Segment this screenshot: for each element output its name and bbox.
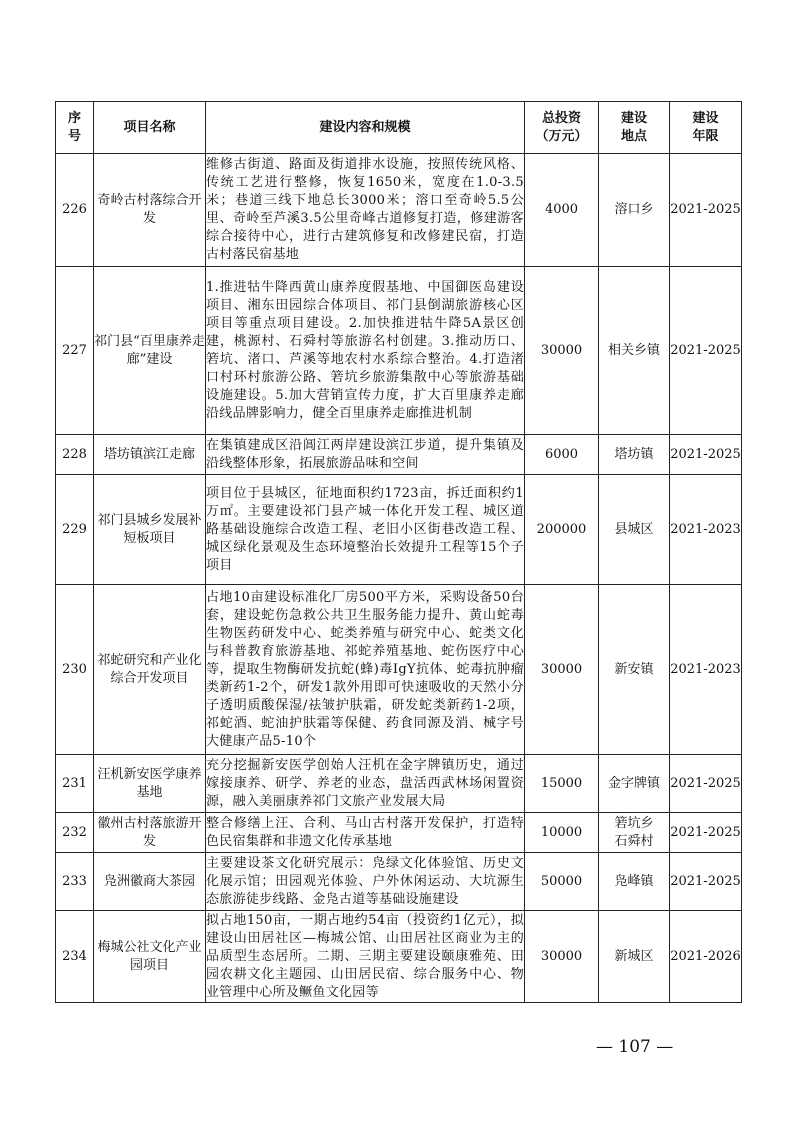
row-location: 箬坑乡 石舜村 [599,813,670,853]
row-no: 226 [56,154,94,267]
header-name: 项目名称 [94,102,206,154]
row-project-name: 塔坊镇滨江走廊 [94,435,206,475]
header-content: 建设内容和规模 [206,102,525,154]
table-row [56,154,742,267]
row-no: 230 [56,585,94,755]
header-period: 建设 年限 [670,102,742,154]
row-investment: 30000 [525,267,599,435]
row-no: 227 [56,267,94,435]
row-location: 新安镇 [599,585,670,755]
row-investment: 30000 [525,911,599,1003]
row-period: 2021-2025 [670,435,742,475]
table-row [56,813,742,853]
row-project-name: 奇岭古村落综合开发 [94,154,206,267]
row-no: 231 [56,755,94,813]
row-content: 维修古街道、路面及街道排水设施，按照传统风格、传统工艺进行整修，恢复1650米，宽度在1.0-3.5米；巷道三线下地总长3000米；溶口至奇岭5.5公里、奇岭至芦溪3.5公里奇峰古道修复打造，修建游客综合接待中心，进行古建筑修复和改修建民宿，打造古村落民宿基地 [206,154,525,267]
row-no: 234 [56,911,94,1003]
row-investment: 6000 [525,435,599,475]
row-investment: 10000 [525,813,599,853]
row-project-name: 祁蛇研究和产业化综合开发项目 [94,585,206,755]
row-project-name: 凫洲徽商大茶园 [94,853,206,911]
row-location: 金字牌镇 [599,755,670,813]
row-project-name: 祁门县城乡发展补短板项目 [94,475,206,585]
table-row [56,435,742,475]
table-row [56,853,742,911]
row-location: 塔坊镇 [599,435,670,475]
table-row [56,755,742,813]
row-period: 2021-2025 [670,154,742,267]
row-no: 233 [56,853,94,911]
row-period: 2021-2023 [670,475,742,585]
table-row [56,585,742,755]
row-content: 1.推进牯牛降西黄山康养度假基地、中国御医岛建设项目、湘东田园综合体项目、祁门县倒湖旅游核心区项目等重点项目建设。2.加快推进牯牛降5A景区创建，桃源村、石舜村等旅游名村创建。3.推动历口、箬坑、渚口、芦溪等地农村水系综合整治。4.打造渚口村环村旅游公路、箬坑乡旅游集散中心等旅游基础设施建设。5.加大营销宣传力度，扩大百里康养走廊沿线品牌影响力，健全百里康养走廊推进机制 [206,267,525,435]
row-investment: 4000 [525,154,599,267]
row-location: 新城区 [599,911,670,1003]
header-location: 建设 地点 [599,102,670,154]
row-project-name: 徽州古村落旅游开发 [94,813,206,853]
row-content: 项目位于县城区，征地面积约1723亩，拆迁面积约1万㎡。主要建设祁门县产城一体化开发工程、城区道路基础设施综合改造工程、老旧小区街巷改造工程、城区绿化景观及生态环境整治长效提升工程等15个子项目 [206,475,525,585]
row-period: 2021-2023 [670,585,742,755]
row-content: 占地10亩建设标准化厂房500平方米，采购设备50台套，建设蛇伤急救公共卫生服务能力提升、黄山蛇毒生物医药研发中心、蛇类养殖与研究中心、蛇类文化与科普教育旅游基地、祁蛇养殖基地、蛇伤医疗中心等，提取生物酶研发抗蛇(蜂)毒IgY抗体、蛇毒抗肿瘤类新药1-2个，研发1款外用即可快速吸收的天然小分子透明质酸保湿/祛皱护肤霜，研发蛇类新药1-2项，祁蛇酒、蛇油护肤霜等保健、药食同源及消、械字号大健康产品5-10个 [206,585,525,755]
row-location: 溶口乡 [599,154,670,267]
row-location: 相关乡镇 [599,267,670,435]
row-no: 228 [56,435,94,475]
row-period: 2021-2025 [670,853,742,911]
table-row [56,267,742,435]
header-investment: 总投资 （万元） [525,102,599,154]
row-project-name: 梅城公社文化产业园项目 [94,911,206,1003]
header-no: 序 号 [56,102,94,154]
row-investment: 200000 [525,475,599,585]
row-content: 充分挖掘新安医学创始人汪机在金字牌镇历史，通过嫁接康养、研学、养老的业态，盘活西武林场闲置资源，融入美丽康养祁门文旅产业发展大局 [206,755,525,813]
page-number: — 107 — [596,1037,674,1057]
row-investment: 30000 [525,585,599,755]
row-content: 整合修缮上汪、合利、马山古村落开发保护，打造特色民宿集群和非遗文化传承基地 [206,813,525,853]
table-row [56,475,742,585]
table-header-row [56,102,742,154]
table-body [56,154,742,1003]
row-period: 2021-2025 [670,755,742,813]
row-project-name: 汪机新安医学康养基地 [94,755,206,813]
project-table [55,101,742,1003]
row-content: 在集镇建成区沿阊江两岸建设滨江步道，提升集镇及沿线整体形象，拓展旅游品味和空间 [206,435,525,475]
row-period: 2021-2026 [670,911,742,1003]
row-no: 229 [56,475,94,585]
row-project-name: 祁门县“百里康养走廊”建设 [94,267,206,435]
row-content: 拟占地150亩，一期占地约54亩（投资约1亿元），拟建设山田居社区—梅城公馆、山田居社区商业为主的品质型生态居所。二期、三期主要建设颐康雅苑、田园农耕文化主题园、山田居民宿、综合服务中心、物业管理中心所及鳜鱼文化园等 [206,911,525,1003]
row-investment: 50000 [525,853,599,911]
row-period: 2021-2025 [670,267,742,435]
row-investment: 15000 [525,755,599,813]
row-location: 县城区 [599,475,670,585]
row-period: 2021-2025 [670,813,742,853]
row-location: 凫峰镇 [599,853,670,911]
row-no: 232 [56,813,94,853]
table-row [56,911,742,1003]
row-content: 主要建设茶文化研究展示：凫绿文化体验馆、历史文化展示馆；田园观光体验、户外休闲运动、大坑源生态旅游徒步线路、金凫古道等基础设施建设 [206,853,525,911]
